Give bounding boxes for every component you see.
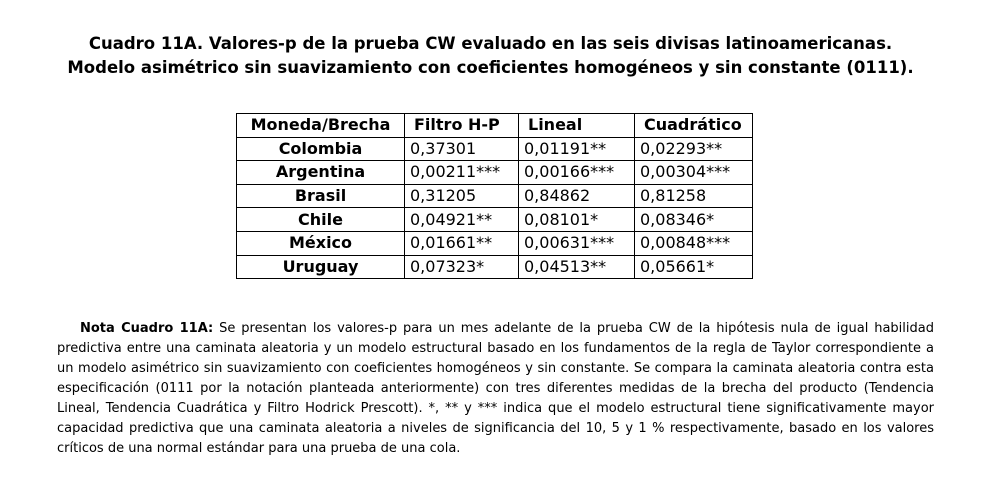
table-title [0,32,981,80]
cell-cuadratico: 0,81258 [635,184,753,208]
row-currency-name: México [237,231,405,255]
p-values-table [236,113,753,279]
title-line-1: Cuadro 11A. Valores-p de la prueba CW evaluado en las seis divisas latinoamericanas. [88,34,893,53]
header-moneda-brecha: Moneda/Brecha [237,114,405,138]
row-currency-name: Uruguay [237,255,405,279]
table-row [237,184,753,208]
cell-cuadratico: 0,05661* [635,255,753,279]
note-text: Se presentan los valores-p para un mes adelante de la prueba CW de la hipótesis nula de igual habilidad predictiva entre una caminata aleatoria y un modelo estructural basado en los fundamentos de la regla de Taylor correspondiente a un modelo asimétrico sin suavizamiento con coeficientes homogéneos y sin constante. Se compara la caminata aleatoria contra esta especificación (0111 por la notación planteada anteriormente) con tres diferentes medidas de la brecha del producto (Tendencia Lineal, Tendencia Cuadrática y Filtro Hodrick Prescott). *, ** y *** indica que el modelo estructural tiene significativamente mayor capacidad predictiva que una caminata aleatoria a niveles de significancia del 10, 5 y 1 % respectivamente, basado en los valores críticos de una normal estándar para una prueba de una cola. [57,321,934,456]
row-currency-name: Colombia [237,137,405,161]
table-row [237,255,753,279]
table-header-row [237,114,753,138]
note-label: Nota Cuadro 11A: [80,321,214,336]
cell-lineal: 0,00631*** [519,231,635,255]
cell-filtro-hp: 0,00211*** [405,161,519,185]
title-line-2: Modelo asimétrico sin suavizamiento con coeficientes homogéneos y sin constante (0111). [67,58,914,77]
cell-filtro-hp: 0,31205 [405,184,519,208]
table-row [237,231,753,255]
cell-lineal: 0,04513** [519,255,635,279]
cell-cuadratico: 0,08346* [635,208,753,232]
cell-cuadratico: 0,02293** [635,137,753,161]
cell-cuadratico: 0,00848*** [635,231,753,255]
cell-filtro-hp: 0,01661** [405,231,519,255]
cell-filtro-hp: 0,04921** [405,208,519,232]
table-row [237,208,753,232]
row-currency-name: Brasil [237,184,405,208]
table-row [237,161,753,185]
table-row [237,137,753,161]
cell-filtro-hp: 0,07323* [405,255,519,279]
table-note [57,319,934,459]
cell-lineal: 0,08101* [519,208,635,232]
cell-lineal: 0,00166*** [519,161,635,185]
row-currency-name: Chile [237,208,405,232]
cell-lineal: 0,84862 [519,184,635,208]
header-cuadratico: Cuadrático [635,114,753,138]
cell-cuadratico: 0,00304*** [635,161,753,185]
cell-lineal: 0,01191** [519,137,635,161]
row-currency-name: Argentina [237,161,405,185]
header-lineal: Lineal [519,114,635,138]
header-filtro-hp: Filtro H-P [405,114,519,138]
cell-filtro-hp: 0,37301 [405,137,519,161]
